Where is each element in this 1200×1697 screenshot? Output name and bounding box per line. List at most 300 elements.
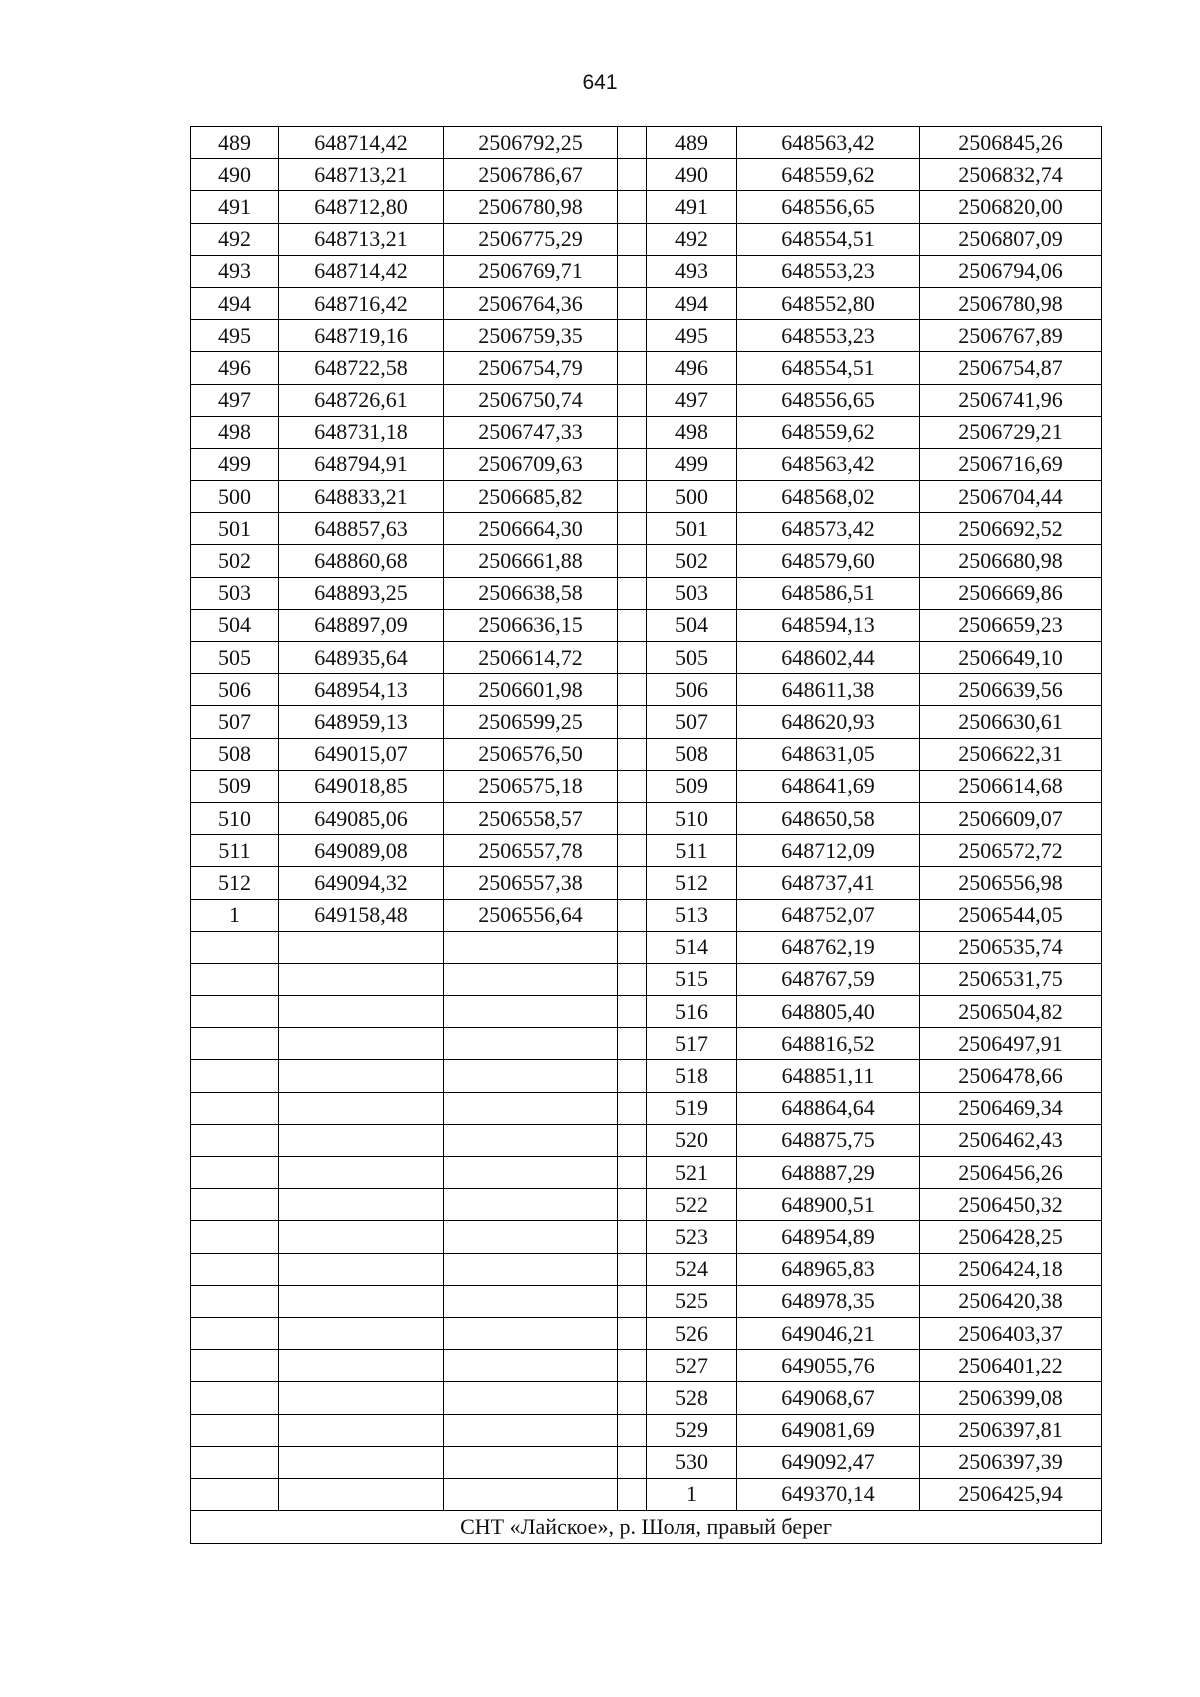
left-y-coordinate-cell: 2506786,67	[444, 159, 618, 191]
separator-cell	[618, 577, 647, 609]
left-y-coordinate-cell	[444, 1124, 618, 1156]
right-point-number-cell: 527	[647, 1350, 737, 1382]
table-row	[191, 1189, 1102, 1221]
right-y-coordinate-cell: 2506456,26	[920, 1157, 1102, 1189]
left-point-number-cell: 512	[191, 867, 279, 899]
right-x-coordinate-cell: 649081,69	[737, 1414, 920, 1446]
table-row	[191, 1157, 1102, 1189]
separator-cell	[618, 320, 647, 352]
right-x-coordinate-cell: 648816,52	[737, 1028, 920, 1060]
left-x-coordinate-cell: 648731,18	[279, 416, 444, 448]
right-y-coordinate-cell: 2506832,74	[920, 159, 1102, 191]
left-point-number-cell	[191, 1478, 279, 1510]
left-point-number-cell	[191, 1028, 279, 1060]
left-y-coordinate-cell: 2506558,57	[444, 802, 618, 834]
right-point-number-cell: 494	[647, 287, 737, 319]
left-y-coordinate-cell	[444, 1060, 618, 1092]
separator-cell	[618, 931, 647, 963]
right-y-coordinate-cell: 2506450,32	[920, 1189, 1102, 1221]
left-x-coordinate-cell	[279, 1221, 444, 1253]
separator-cell	[618, 416, 647, 448]
right-point-number-cell: 526	[647, 1317, 737, 1349]
table-row	[191, 1414, 1102, 1446]
left-y-coordinate-cell	[444, 1189, 618, 1221]
right-point-number-cell: 495	[647, 320, 737, 352]
right-y-coordinate-cell: 2506614,68	[920, 770, 1102, 802]
right-y-coordinate-cell: 2506497,91	[920, 1028, 1102, 1060]
separator-cell	[618, 448, 647, 480]
left-y-coordinate-cell: 2506709,63	[444, 448, 618, 480]
separator-cell	[618, 481, 647, 513]
coordinates-table-body	[191, 127, 1102, 1511]
left-x-coordinate-cell: 648893,25	[279, 577, 444, 609]
left-y-coordinate-cell: 2506754,79	[444, 352, 618, 384]
right-point-number-cell: 490	[647, 159, 737, 191]
right-point-number-cell: 517	[647, 1028, 737, 1060]
left-y-coordinate-cell: 2506557,78	[444, 835, 618, 867]
left-x-coordinate-cell: 648722,58	[279, 352, 444, 384]
left-point-number-cell	[191, 1382, 279, 1414]
table-row	[191, 287, 1102, 319]
right-x-coordinate-cell: 649068,67	[737, 1382, 920, 1414]
right-x-coordinate-cell: 648556,65	[737, 191, 920, 223]
right-y-coordinate-cell: 2506504,82	[920, 996, 1102, 1028]
right-point-number-cell: 506	[647, 674, 737, 706]
separator-cell	[618, 384, 647, 416]
left-point-number-cell	[191, 1253, 279, 1285]
left-x-coordinate-cell	[279, 1317, 444, 1349]
right-point-number-cell: 1	[647, 1478, 737, 1510]
left-y-coordinate-cell: 2506780,98	[444, 191, 618, 223]
left-point-number-cell	[191, 1446, 279, 1478]
right-x-coordinate-cell: 648579,60	[737, 545, 920, 577]
right-point-number-cell: 496	[647, 352, 737, 384]
right-x-coordinate-cell: 648563,42	[737, 448, 920, 480]
table-row	[191, 191, 1102, 223]
left-x-coordinate-cell: 648959,13	[279, 706, 444, 738]
table-row	[191, 416, 1102, 448]
left-y-coordinate-cell	[444, 1285, 618, 1317]
left-x-coordinate-cell	[279, 931, 444, 963]
right-x-coordinate-cell: 648559,62	[737, 416, 920, 448]
separator-cell	[618, 706, 647, 738]
right-point-number-cell: 528	[647, 1382, 737, 1414]
right-x-coordinate-cell: 648586,51	[737, 577, 920, 609]
table-row	[191, 1285, 1102, 1317]
left-y-coordinate-cell	[444, 1157, 618, 1189]
left-x-coordinate-cell: 648857,63	[279, 513, 444, 545]
table-row	[191, 127, 1102, 159]
right-point-number-cell: 489	[647, 127, 737, 159]
left-point-number-cell: 511	[191, 835, 279, 867]
left-point-number-cell	[191, 1124, 279, 1156]
separator-cell	[618, 1221, 647, 1253]
left-point-number-cell: 502	[191, 545, 279, 577]
left-point-number-cell: 1	[191, 899, 279, 931]
left-point-number-cell: 494	[191, 287, 279, 319]
left-y-coordinate-cell: 2506638,58	[444, 577, 618, 609]
left-y-coordinate-cell: 2506792,25	[444, 127, 618, 159]
right-y-coordinate-cell: 2506609,07	[920, 802, 1102, 834]
left-x-coordinate-cell	[279, 1189, 444, 1221]
right-y-coordinate-cell: 2506807,09	[920, 223, 1102, 255]
right-x-coordinate-cell: 648978,35	[737, 1285, 920, 1317]
left-point-number-cell	[191, 1060, 279, 1092]
left-x-coordinate-cell: 648794,91	[279, 448, 444, 480]
separator-cell	[618, 996, 647, 1028]
right-y-coordinate-cell: 2506462,43	[920, 1124, 1102, 1156]
separator-cell	[618, 770, 647, 802]
right-x-coordinate-cell: 648559,62	[737, 159, 920, 191]
right-y-coordinate-cell: 2506680,98	[920, 545, 1102, 577]
right-x-coordinate-cell: 648752,07	[737, 899, 920, 931]
separator-cell	[618, 1382, 647, 1414]
left-x-coordinate-cell	[279, 1253, 444, 1285]
right-y-coordinate-cell: 2506754,87	[920, 352, 1102, 384]
right-point-number-cell: 491	[647, 191, 737, 223]
left-point-number-cell	[191, 1350, 279, 1382]
page-number: 641	[582, 71, 618, 94]
right-point-number-cell: 513	[647, 899, 737, 931]
left-point-number-cell: 504	[191, 609, 279, 641]
left-x-coordinate-cell: 648712,80	[279, 191, 444, 223]
right-point-number-cell: 508	[647, 738, 737, 770]
separator-cell	[618, 963, 647, 995]
left-y-coordinate-cell: 2506636,15	[444, 609, 618, 641]
table-row	[191, 159, 1102, 191]
right-x-coordinate-cell: 648641,69	[737, 770, 920, 802]
left-x-coordinate-cell: 649158,48	[279, 899, 444, 931]
left-point-number-cell	[191, 1317, 279, 1349]
separator-cell	[618, 545, 647, 577]
right-y-coordinate-cell: 2506556,98	[920, 867, 1102, 899]
left-x-coordinate-cell: 648713,21	[279, 159, 444, 191]
right-point-number-cell: 509	[647, 770, 737, 802]
table-row	[191, 1350, 1102, 1382]
left-y-coordinate-cell	[444, 1478, 618, 1510]
separator-cell	[618, 1189, 647, 1221]
separator-cell	[618, 1350, 647, 1382]
table-row	[191, 320, 1102, 352]
separator-cell	[618, 1124, 647, 1156]
right-x-coordinate-cell: 648954,89	[737, 1221, 920, 1253]
right-point-number-cell: 505	[647, 642, 737, 674]
right-x-coordinate-cell: 649092,47	[737, 1446, 920, 1478]
right-y-coordinate-cell: 2506845,26	[920, 127, 1102, 159]
left-x-coordinate-cell	[279, 996, 444, 1028]
coordinates-table	[190, 126, 1102, 1544]
left-point-number-cell: 497	[191, 384, 279, 416]
left-point-number-cell	[191, 931, 279, 963]
left-point-number-cell	[191, 1092, 279, 1124]
left-x-coordinate-cell	[279, 1157, 444, 1189]
right-point-number-cell: 525	[647, 1285, 737, 1317]
left-point-number-cell: 499	[191, 448, 279, 480]
left-y-coordinate-cell: 2506750,74	[444, 384, 618, 416]
right-y-coordinate-cell: 2506531,75	[920, 963, 1102, 995]
right-y-coordinate-cell: 2506397,39	[920, 1446, 1102, 1478]
right-x-coordinate-cell: 648554,51	[737, 352, 920, 384]
left-y-coordinate-cell	[444, 1446, 618, 1478]
right-y-coordinate-cell: 2506704,44	[920, 481, 1102, 513]
separator-cell	[618, 835, 647, 867]
left-x-coordinate-cell	[279, 1478, 444, 1510]
left-x-coordinate-cell	[279, 963, 444, 995]
left-y-coordinate-cell: 2506557,38	[444, 867, 618, 899]
table-row	[191, 513, 1102, 545]
right-y-coordinate-cell: 2506741,96	[920, 384, 1102, 416]
right-x-coordinate-cell: 648620,93	[737, 706, 920, 738]
left-x-coordinate-cell	[279, 1060, 444, 1092]
left-point-number-cell: 506	[191, 674, 279, 706]
separator-cell	[618, 674, 647, 706]
left-x-coordinate-cell	[279, 1446, 444, 1478]
left-x-coordinate-cell: 648726,61	[279, 384, 444, 416]
table-row	[191, 770, 1102, 802]
right-point-number-cell: 500	[647, 481, 737, 513]
right-point-number-cell: 519	[647, 1092, 737, 1124]
left-y-coordinate-cell: 2506576,50	[444, 738, 618, 770]
right-x-coordinate-cell: 649370,14	[737, 1478, 920, 1510]
right-x-coordinate-cell: 648563,42	[737, 127, 920, 159]
table-row	[191, 1317, 1102, 1349]
right-x-coordinate-cell: 649046,21	[737, 1317, 920, 1349]
right-y-coordinate-cell: 2506659,23	[920, 609, 1102, 641]
table-row	[191, 1221, 1102, 1253]
left-y-coordinate-cell	[444, 1092, 618, 1124]
right-y-coordinate-cell: 2506729,21	[920, 416, 1102, 448]
right-y-coordinate-cell: 2506794,06	[920, 255, 1102, 287]
left-point-number-cell: 491	[191, 191, 279, 223]
right-y-coordinate-cell: 2506424,18	[920, 1253, 1102, 1285]
separator-cell	[618, 642, 647, 674]
separator-cell	[618, 1446, 647, 1478]
left-x-coordinate-cell: 648833,21	[279, 481, 444, 513]
left-point-number-cell: 489	[191, 127, 279, 159]
separator-cell	[618, 287, 647, 319]
right-point-number-cell: 511	[647, 835, 737, 867]
left-point-number-cell	[191, 1189, 279, 1221]
left-x-coordinate-cell	[279, 1382, 444, 1414]
left-y-coordinate-cell	[444, 1028, 618, 1060]
left-x-coordinate-cell	[279, 1092, 444, 1124]
left-y-coordinate-cell	[444, 996, 618, 1028]
left-y-coordinate-cell: 2506775,29	[444, 223, 618, 255]
left-point-number-cell: 498	[191, 416, 279, 448]
left-point-number-cell: 508	[191, 738, 279, 770]
right-point-number-cell: 530	[647, 1446, 737, 1478]
left-x-coordinate-cell: 649089,08	[279, 835, 444, 867]
left-x-coordinate-cell: 648714,42	[279, 127, 444, 159]
left-x-coordinate-cell: 649085,06	[279, 802, 444, 834]
right-x-coordinate-cell: 648851,11	[737, 1060, 920, 1092]
left-y-coordinate-cell	[444, 1382, 618, 1414]
right-point-number-cell: 499	[647, 448, 737, 480]
table-footer-row	[191, 1511, 1102, 1544]
right-y-coordinate-cell: 2506428,25	[920, 1221, 1102, 1253]
right-y-coordinate-cell: 2506669,86	[920, 577, 1102, 609]
left-point-number-cell: 510	[191, 802, 279, 834]
right-x-coordinate-cell: 648805,40	[737, 996, 920, 1028]
table-row	[191, 706, 1102, 738]
table-row	[191, 1060, 1102, 1092]
right-x-coordinate-cell: 648737,41	[737, 867, 920, 899]
right-y-coordinate-cell: 2506820,00	[920, 191, 1102, 223]
table-row	[191, 545, 1102, 577]
right-y-coordinate-cell: 2506469,34	[920, 1092, 1102, 1124]
right-point-number-cell: 502	[647, 545, 737, 577]
left-point-number-cell: 507	[191, 706, 279, 738]
right-y-coordinate-cell: 2506399,08	[920, 1382, 1102, 1414]
right-x-coordinate-cell: 648875,75	[737, 1124, 920, 1156]
right-x-coordinate-cell: 648553,23	[737, 255, 920, 287]
separator-cell	[618, 352, 647, 384]
left-x-coordinate-cell: 648954,13	[279, 674, 444, 706]
separator-cell	[618, 1060, 647, 1092]
separator-cell	[618, 1317, 647, 1349]
table-caption: СНТ «Лайское», р. Шоля, правый берег	[191, 1511, 1102, 1544]
left-x-coordinate-cell: 648716,42	[279, 287, 444, 319]
table-row	[191, 1028, 1102, 1060]
right-x-coordinate-cell: 648864,64	[737, 1092, 920, 1124]
separator-cell	[618, 867, 647, 899]
right-x-coordinate-cell: 648553,23	[737, 320, 920, 352]
right-point-number-cell: 497	[647, 384, 737, 416]
left-x-coordinate-cell	[279, 1350, 444, 1382]
right-point-number-cell: 521	[647, 1157, 737, 1189]
left-point-number-cell: 492	[191, 223, 279, 255]
left-y-coordinate-cell: 2506601,98	[444, 674, 618, 706]
right-x-coordinate-cell: 648767,59	[737, 963, 920, 995]
separator-cell	[618, 738, 647, 770]
right-x-coordinate-cell: 649055,76	[737, 1350, 920, 1382]
left-x-coordinate-cell: 648935,64	[279, 642, 444, 674]
left-point-number-cell: 503	[191, 577, 279, 609]
table-row	[191, 674, 1102, 706]
right-x-coordinate-cell: 648900,51	[737, 1189, 920, 1221]
table-row	[191, 1124, 1102, 1156]
left-x-coordinate-cell	[279, 1285, 444, 1317]
left-y-coordinate-cell	[444, 1221, 618, 1253]
table-row	[191, 1478, 1102, 1510]
left-x-coordinate-cell: 648897,09	[279, 609, 444, 641]
left-x-coordinate-cell	[279, 1124, 444, 1156]
left-point-number-cell	[191, 1221, 279, 1253]
right-x-coordinate-cell: 648556,65	[737, 384, 920, 416]
left-x-coordinate-cell: 649018,85	[279, 770, 444, 802]
left-point-number-cell	[191, 1414, 279, 1446]
right-point-number-cell: 522	[647, 1189, 737, 1221]
right-point-number-cell: 501	[647, 513, 737, 545]
right-point-number-cell: 492	[647, 223, 737, 255]
separator-cell	[618, 1253, 647, 1285]
right-point-number-cell: 529	[647, 1414, 737, 1446]
right-x-coordinate-cell: 648965,83	[737, 1253, 920, 1285]
table-row	[191, 738, 1102, 770]
left-point-number-cell: 500	[191, 481, 279, 513]
right-y-coordinate-cell: 2506716,69	[920, 448, 1102, 480]
right-x-coordinate-cell: 648650,58	[737, 802, 920, 834]
separator-cell	[618, 513, 647, 545]
right-y-coordinate-cell: 2506572,72	[920, 835, 1102, 867]
left-y-coordinate-cell: 2506661,88	[444, 545, 618, 577]
right-y-coordinate-cell: 2506397,81	[920, 1414, 1102, 1446]
right-y-coordinate-cell: 2506692,52	[920, 513, 1102, 545]
separator-cell	[618, 159, 647, 191]
right-y-coordinate-cell: 2506420,38	[920, 1285, 1102, 1317]
left-y-coordinate-cell: 2506664,30	[444, 513, 618, 545]
left-y-coordinate-cell: 2506759,35	[444, 320, 618, 352]
left-y-coordinate-cell	[444, 963, 618, 995]
left-x-coordinate-cell: 649015,07	[279, 738, 444, 770]
right-x-coordinate-cell: 648552,80	[737, 287, 920, 319]
left-point-number-cell: 496	[191, 352, 279, 384]
left-y-coordinate-cell	[444, 931, 618, 963]
table-row	[191, 255, 1102, 287]
right-y-coordinate-cell: 2506780,98	[920, 287, 1102, 319]
left-y-coordinate-cell: 2506769,71	[444, 255, 618, 287]
right-x-coordinate-cell: 648887,29	[737, 1157, 920, 1189]
right-y-coordinate-cell: 2506544,05	[920, 899, 1102, 931]
table-row	[191, 642, 1102, 674]
right-y-coordinate-cell: 2506401,22	[920, 1350, 1102, 1382]
right-point-number-cell: 504	[647, 609, 737, 641]
separator-cell	[618, 1478, 647, 1510]
right-point-number-cell: 493	[647, 255, 737, 287]
table-row	[191, 835, 1102, 867]
left-point-number-cell	[191, 1285, 279, 1317]
left-y-coordinate-cell	[444, 1317, 618, 1349]
left-point-number-cell: 490	[191, 159, 279, 191]
left-x-coordinate-cell: 648714,42	[279, 255, 444, 287]
table-row	[191, 448, 1102, 480]
left-x-coordinate-cell: 648719,16	[279, 320, 444, 352]
left-y-coordinate-cell: 2506599,25	[444, 706, 618, 738]
left-point-number-cell	[191, 996, 279, 1028]
right-x-coordinate-cell: 648762,19	[737, 931, 920, 963]
separator-cell	[618, 1092, 647, 1124]
separator-cell	[618, 223, 647, 255]
left-point-number-cell: 501	[191, 513, 279, 545]
separator-cell	[618, 1285, 647, 1317]
right-point-number-cell: 510	[647, 802, 737, 834]
table-row	[191, 577, 1102, 609]
table-row	[191, 384, 1102, 416]
left-y-coordinate-cell	[444, 1414, 618, 1446]
left-y-coordinate-cell	[444, 1350, 618, 1382]
table-row	[191, 1092, 1102, 1124]
left-y-coordinate-cell: 2506575,18	[444, 770, 618, 802]
right-y-coordinate-cell: 2506425,94	[920, 1478, 1102, 1510]
table-row	[191, 1253, 1102, 1285]
separator-cell	[618, 1028, 647, 1060]
right-x-coordinate-cell: 648568,02	[737, 481, 920, 513]
separator-cell	[618, 609, 647, 641]
right-y-coordinate-cell: 2506639,56	[920, 674, 1102, 706]
table-row	[191, 223, 1102, 255]
separator-cell	[618, 899, 647, 931]
left-x-coordinate-cell	[279, 1414, 444, 1446]
right-point-number-cell: 515	[647, 963, 737, 995]
table-row	[191, 867, 1102, 899]
separator-cell	[618, 1414, 647, 1446]
right-point-number-cell: 512	[647, 867, 737, 899]
right-y-coordinate-cell: 2506767,89	[920, 320, 1102, 352]
table-row	[191, 963, 1102, 995]
right-point-number-cell: 523	[647, 1221, 737, 1253]
table-row	[191, 352, 1102, 384]
right-point-number-cell: 514	[647, 931, 737, 963]
